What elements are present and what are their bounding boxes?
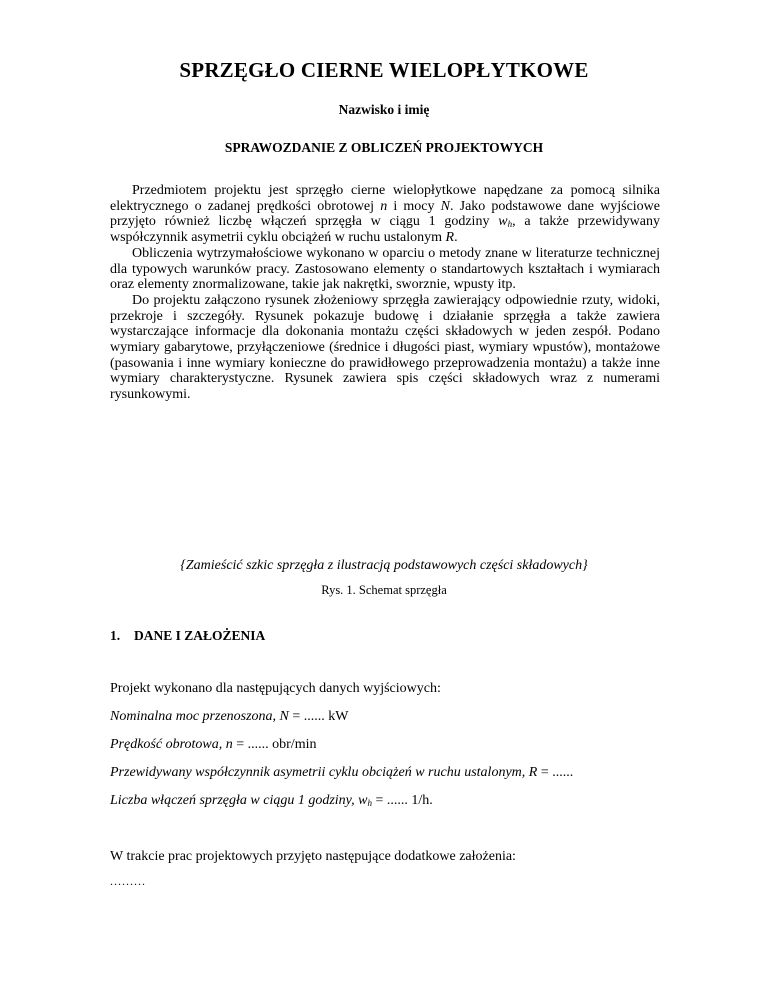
p1-text-c: . Jako podstawowe dane wyjściowe przyjęto również liczbę włączeń sprzęgła w ciągu 1 godziny <box>110 198 661 230</box>
switching-value: = ...... 1/h. <box>371 793 433 808</box>
switching-sub: h <box>367 798 372 808</box>
intro-text <box>110 183 660 403</box>
speed-label: Prędkość obrotowa, n <box>110 737 233 752</box>
intro-paragraph-3: Do projektu załączono rysunek złożeniowy sprzęgła zawierający odpowiednie rzuty, widoki, przekroje i szczegóły. Rysunek pokazuje budowę i działanie sprzęgła a także zawiera wystarczające informacje dla dokonania montażu części składowych w jeden zespół. Podano wymiary gabarytowe, przyłączeniowe (średnice i długości piast, wymiary wpustów), montażowe (pasowania i inne wymiary konieczne do prawidłowego przeprowadzenia montażu) a także inne wymiary charakterystyczne. Rysunek zawiera spis części składowych wraz z numerami rysunkowymi. <box>110 292 660 403</box>
p1-text-d: , a także przewidywany współczynnik asymetrii cyklu obciążeń w ruchu ustalonym <box>110 214 660 246</box>
speed-line <box>110 737 316 753</box>
p1-symbol-N: N <box>440 198 450 214</box>
p1-symbol-h: h <box>507 219 513 230</box>
intro-paragraph-2: Obliczenia wytrzymałościowe wykonano w oparciu o metody znane w literaturze technicznej dla typowych warunków pracy. Zastosowano elementy o standartowych kształtach i wymiarach oraz elementy znormalizowane, takie jak nakrętki, sworznie, wpusty itp. <box>110 245 660 293</box>
asymmetry-value: = ...... <box>537 765 574 780</box>
section-1-heading <box>110 628 265 644</box>
intro-paragraph-1 <box>110 183 660 246</box>
power-value: = ...... kW <box>288 709 349 724</box>
author-label: Nazwisko i imię <box>338 102 430 117</box>
p1-text-e: . <box>454 230 458 246</box>
p1-symbol-R: R <box>445 230 455 246</box>
p1-text-a: Przedmiotem projektu jest sprzęgło cierne wielopłytkowe napędzane za pomocą silnika elektrycznego o zadanej prędkości obrotowej <box>110 183 660 214</box>
asymmetry-line <box>110 765 573 781</box>
assumptions-placeholder-dots: ......... <box>110 874 146 888</box>
sketch-placeholder-note: {Zamieścić szkic sprzęgła z ilustracją podstawowych części składowych} <box>180 558 588 573</box>
speed-value: = ...... obr/min <box>232 737 317 752</box>
input-data-intro: Projekt wykonano dla następujących danych wyjściowych: <box>110 681 441 696</box>
section-1-title: DANE I ZAŁOŻENIA <box>134 628 266 643</box>
figure-caption: Rys. 1. Schemat sprzęgła <box>321 583 447 597</box>
switching-label: Liczba włączeń sprzęgła w ciągu 1 godziny, w <box>110 793 368 808</box>
switching-line <box>110 793 433 809</box>
p1-symbol-w: w <box>498 214 508 230</box>
p1-symbol-n: n <box>380 198 388 214</box>
report-heading: SPRAWOZDANIE Z OBLICZEŃ PROJEKTOWYCH <box>224 140 544 155</box>
p1-text-b: i mocy <box>387 198 441 214</box>
power-label: Nominalna moc przenoszona, N <box>110 709 289 724</box>
power-line <box>110 709 349 725</box>
asymmetry-label: Przewidywany współczynnik asymetrii cyklu obciążeń w ruchu ustalonym, R <box>110 765 538 780</box>
section-1-number: 1. <box>110 628 121 643</box>
assumptions-intro: W trakcie prac projektowych przyjęto następujące dodatkowe założenia: <box>110 849 516 864</box>
document-title: SPRZĘGŁO CIERNE WIELOPŁYTKOWE <box>179 58 589 82</box>
